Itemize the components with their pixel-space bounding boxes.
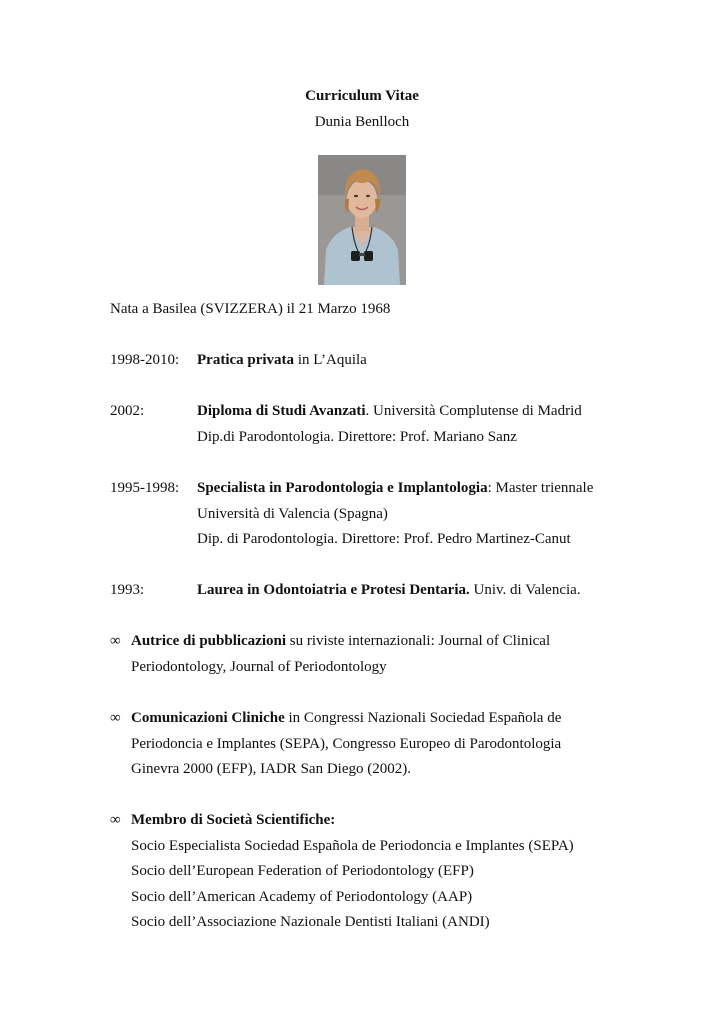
entry-title: Laurea in Odontoiatria e Protesi Dentaria. xyxy=(197,582,470,598)
entry-detail: . Università Complutense di Madrid xyxy=(365,403,582,419)
bullet-title: Membro di Società Scientifiche: xyxy=(131,812,336,828)
entry-title: Pratica privata xyxy=(197,352,295,368)
entry-detail: in L’Aquila xyxy=(294,352,367,368)
bullet-line: Socio dell’American Academy of Periodontology (AAP) xyxy=(131,888,473,905)
bullet-line: Socio dell’European Federation of Periodontology (EFP) xyxy=(131,863,474,879)
bullet-text xyxy=(131,706,611,783)
entry-line: Dip. di Parodontologia. Direttore: Prof. Pedro Martinez-Canut xyxy=(197,531,571,547)
entry-detail: : Master triennale xyxy=(487,480,594,496)
entry-line: Dip.di Parodontologia. Direttore: Prof. Mariano Sanz xyxy=(197,428,517,445)
bullet-detail: in Congressi Nazionali Sociedad Española de xyxy=(284,710,562,726)
portrait-photo xyxy=(318,155,406,285)
entry-title: Specialista in Parodontologia e Implantologia xyxy=(197,480,488,496)
entry-year: 1993: xyxy=(110,582,145,598)
entry-description xyxy=(197,399,627,450)
entry-year: 1998-2010: xyxy=(110,352,180,368)
bullet-line: Ginevra 2000 (EFP), IADR San Diego (2002). xyxy=(131,761,411,777)
entry-detail: Univ. di Valencia. xyxy=(469,582,581,598)
bullet-line: Periodontology, Journal of Periodontology xyxy=(131,658,387,675)
bullet-line: Socio Especialista Sociedad Española de Periodoncia e Implantes (SEPA) xyxy=(131,837,574,854)
bullet-line: Periodoncia e Implantes (SEPA), Congresso Europeo di Parodontologia xyxy=(131,735,562,752)
document-title: Curriculum Vitae xyxy=(305,88,419,104)
entry-title: Diploma di Studi Avanzati xyxy=(197,403,366,419)
birth-info: Nata a Basilea (SVIZZERA) il 21 Marzo 1968 xyxy=(110,301,391,317)
person-name: Dunia Benlloch xyxy=(314,114,410,130)
bullet-detail: su riviste internazionali: Journal of Clinical xyxy=(286,633,551,649)
bullet-title: Comunicazioni Cliniche xyxy=(131,710,285,726)
entry-description xyxy=(197,348,627,374)
entry-year: 1995-1998: xyxy=(110,480,180,496)
portrait-illustration xyxy=(318,155,406,285)
entry-description xyxy=(197,578,627,604)
bullet-title: Autrice di pubblicazioni xyxy=(131,633,287,649)
bullet-text xyxy=(131,629,611,680)
infinity-bullet-icon: ∞ xyxy=(110,812,121,828)
bullet-line: Socio dell’Associazione Nazionale Dentisti Italiani (ANDI) xyxy=(131,914,490,930)
entry-line: Università di Valencia (Spagna) xyxy=(197,505,388,522)
bullet-text xyxy=(131,808,611,936)
infinity-bullet-icon: ∞ xyxy=(110,633,121,649)
entry-year: 2002: xyxy=(110,403,145,419)
entry-description xyxy=(197,476,627,553)
infinity-bullet-icon: ∞ xyxy=(110,710,121,726)
